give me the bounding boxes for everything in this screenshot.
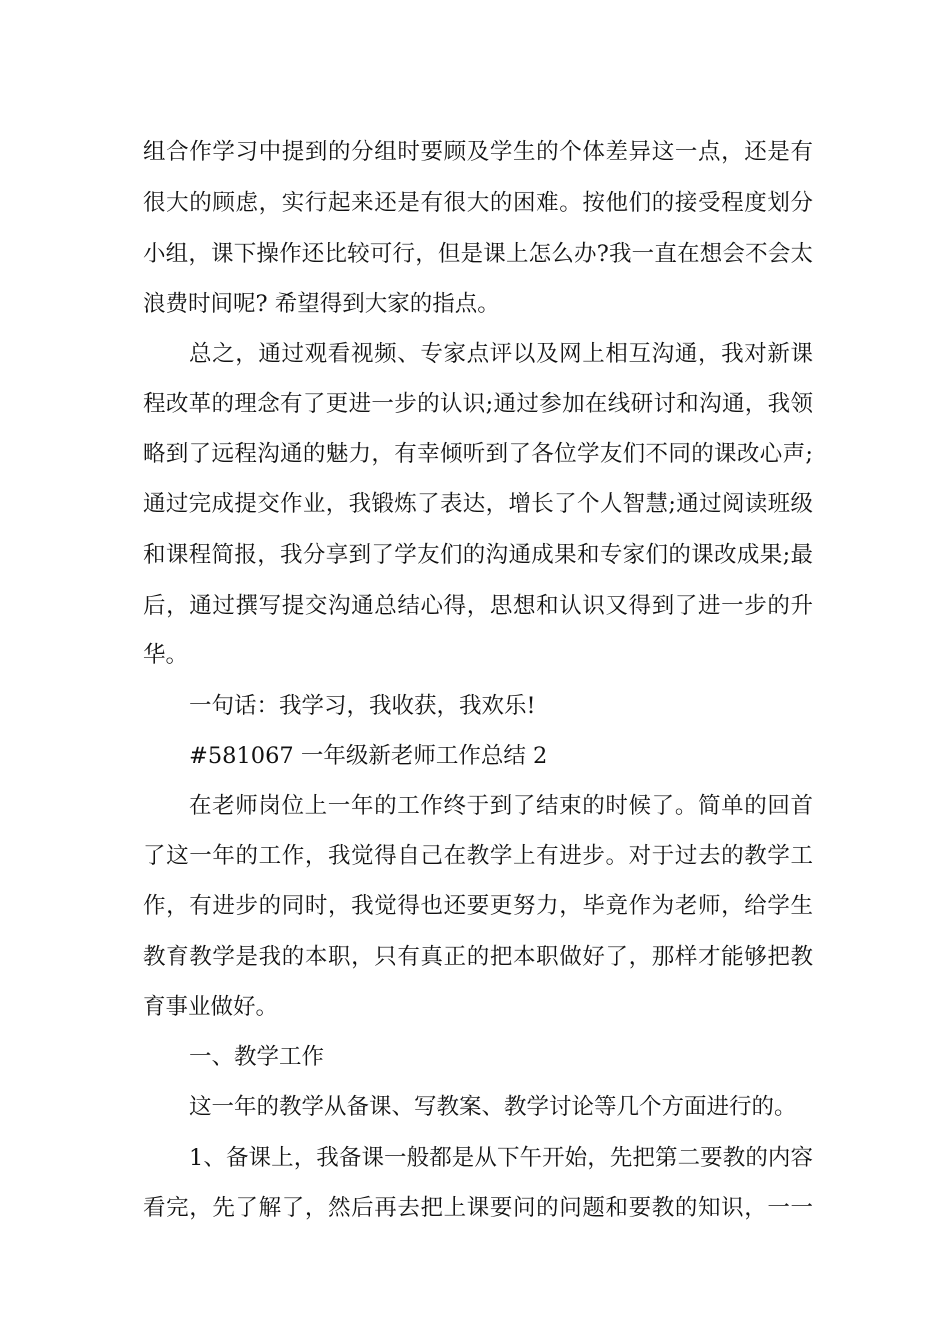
text-line: 组合作学习中提到的分组时要顾及学生的个体差异这一点，还是有 — [143, 139, 813, 165]
text-line: 华。 — [143, 642, 189, 668]
text-line: 通过完成提交作业，我锻炼了表达，增长了个人智慧;通过阅读班级 — [143, 491, 813, 517]
text-line: 程改革的理念有了更进一步的认识;通过参加在线研讨和沟通，我领 — [143, 391, 813, 417]
paragraph-start-line: 总之，通过观看视频、专家点评以及网上相互沟通，我对新课 — [189, 341, 813, 367]
text-line: 了这一年的工作，我觉得自己在教学上有进步。对于过去的教学工 — [143, 843, 813, 869]
text-line: 浪费时间呢? 希望得到大家的指点。 — [143, 291, 500, 317]
text-line: 小组，课下操作还比较可行，但是课上怎么办?我一直在想会不会太 — [143, 241, 813, 267]
text-line: 后，通过撰写提交沟通总结心得，思想和认识又得到了进一步的升 — [143, 593, 813, 619]
text-line: 很大的顾虑，实行起来还是有很大的困难。按他们的接受程度划分 — [143, 190, 813, 216]
text-line: 作，有进步的同时，我觉得也还要更努力，毕竟作为老师，给学生 — [143, 893, 813, 919]
summary-sentence: 一句话：我学习，我收获，我欢乐! — [189, 693, 536, 719]
section-title: #581067 一年级新老师工作总结 2 — [189, 743, 548, 769]
text-line: 略到了远程沟通的魅力，有幸倾听到了各位学友们不同的课改心声; — [143, 441, 813, 467]
text-line: 教育教学是我的本职，只有真正的把本职做好了，那样才能够把教 — [143, 944, 813, 970]
text-line: 看完，先了解了，然后再去把上课要问的问题和要教的知识，一一 — [143, 1195, 813, 1221]
section-heading: 一、教学工作 — [189, 1044, 325, 1070]
text-line: 和课程简报，我分享到了学友们的沟通成果和专家们的课改成果;最 — [143, 542, 813, 568]
paragraph-start-line: 在老师岗位上一年的工作终于到了结束的时候了。简单的回首 — [189, 793, 813, 819]
paragraph-start-line: 这一年的教学从备课、写教案、教学讨论等几个方面进行的。 — [189, 1094, 797, 1120]
text-line: 育事业做好。 — [143, 994, 279, 1020]
list-item-line: 1、备课上，我备课一般都是从下午开始，先把第二要教的内容 — [189, 1145, 813, 1171]
